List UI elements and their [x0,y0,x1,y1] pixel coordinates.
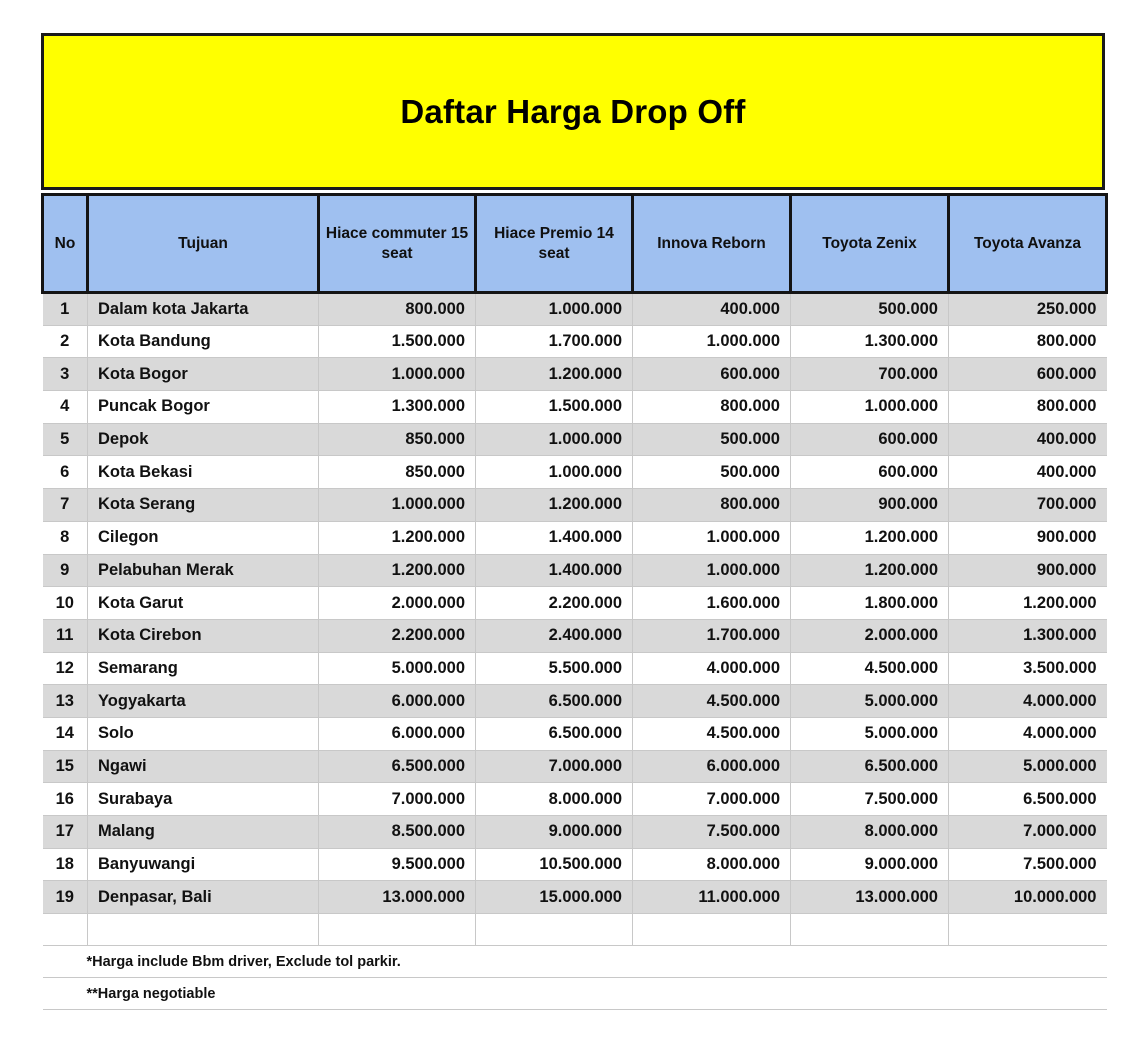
cell-price-hiace-commuter-15: 8.500.000 [319,816,476,849]
table-row [43,358,1107,391]
table-row [43,489,1107,522]
table-row [43,554,1107,587]
cell-price-toyota-zenix: 1.800.000 [791,587,949,620]
cell-price-toyota-avanza: 5.000.000 [949,750,1107,783]
cell-price-hiace-commuter-15: 6.500.000 [319,750,476,783]
cell-no: 7 [43,489,88,522]
table-note-row [43,946,1107,978]
cell-price-innova-reborn: 4.000.000 [633,652,791,685]
cell-price-toyota-zenix: 4.500.000 [791,652,949,685]
cell-price-toyota-avanza: 1.200.000 [949,587,1107,620]
cell-price-toyota-avanza: 400.000 [949,423,1107,456]
cell-no: 3 [43,358,88,391]
table-row [43,750,1107,783]
cell-no: 16 [43,783,88,816]
cell-no: 17 [43,816,88,849]
blank-cell [43,914,88,946]
cell-destination: Malang [88,816,319,849]
table-row [43,652,1107,685]
cell-price-toyota-zenix: 2.000.000 [791,619,949,652]
cell-price-toyota-zenix: 700.000 [791,358,949,391]
cell-price-hiace-commuter-15: 850.000 [319,456,476,489]
cell-price-innova-reborn: 4.500.000 [633,685,791,718]
cell-destination: Semarang [88,652,319,685]
cell-price-innova-reborn: 500.000 [633,456,791,489]
table-blank-row [43,914,1107,946]
cell-price-hiace-commuter-15: 850.000 [319,423,476,456]
cell-price-toyota-zenix: 1.300.000 [791,325,949,358]
table-note-row [43,978,1107,1010]
table-row [43,293,1107,326]
cell-price-hiace-commuter-15: 1.000.000 [319,358,476,391]
cell-price-toyota-avanza: 700.000 [949,489,1107,522]
cell-destination: Kota Cirebon [88,619,319,652]
cell-price-toyota-avanza: 900.000 [949,554,1107,587]
table-row [43,391,1107,424]
cell-no: 5 [43,423,88,456]
cell-price-toyota-zenix: 1.200.000 [791,521,949,554]
cell-price-hiace-commuter-15: 800.000 [319,293,476,326]
column-header-tujuan: Tujuan [88,195,319,293]
cell-price-hiace-premio-14: 8.000.000 [476,783,633,816]
cell-price-toyota-avanza: 4.000.000 [949,685,1107,718]
cell-no: 15 [43,750,88,783]
cell-price-hiace-commuter-15: 1.500.000 [319,325,476,358]
cell-price-toyota-avanza: 400.000 [949,456,1107,489]
cell-price-hiace-premio-14: 7.000.000 [476,750,633,783]
cell-destination: Kota Bogor [88,358,319,391]
cell-no: 10 [43,587,88,620]
cell-no: 11 [43,619,88,652]
cell-price-hiace-premio-14: 1.400.000 [476,554,633,587]
cell-destination: Banyuwangi [88,848,319,881]
cell-destination: Kota Serang [88,489,319,522]
cell-price-hiace-premio-14: 1.400.000 [476,521,633,554]
column-header-no: No [43,195,88,293]
table-body [43,293,1107,1010]
cell-destination: Kota Bandung [88,325,319,358]
cell-no: 13 [43,685,88,718]
cell-price-innova-reborn: 1.600.000 [633,587,791,620]
blank-cell [791,914,949,946]
table-row [43,848,1107,881]
cell-no: 18 [43,848,88,881]
cell-price-innova-reborn: 600.000 [633,358,791,391]
table-row [43,325,1107,358]
column-header-hiace-premio-14-seat: Hiace Premio 14 seat [476,195,633,293]
cell-price-toyota-avanza: 7.000.000 [949,816,1107,849]
cell-price-hiace-premio-14: 1.200.000 [476,358,633,391]
cell-price-innova-reborn: 11.000.000 [633,881,791,914]
column-header-toyota-avanza: Toyota Avanza [949,195,1107,293]
table-row [43,717,1107,750]
blank-cell [319,914,476,946]
cell-price-innova-reborn: 400.000 [633,293,791,326]
cell-no: 19 [43,881,88,914]
blank-cell [88,914,319,946]
cell-price-toyota-avanza: 6.500.000 [949,783,1107,816]
cell-price-hiace-commuter-15: 6.000.000 [319,717,476,750]
cell-price-hiace-premio-14: 1.000.000 [476,423,633,456]
cell-price-innova-reborn: 1.700.000 [633,619,791,652]
cell-price-innova-reborn: 7.000.000 [633,783,791,816]
cell-price-toyota-zenix: 6.500.000 [791,750,949,783]
cell-price-innova-reborn: 1.000.000 [633,325,791,358]
cell-destination: Surabaya [88,783,319,816]
cell-price-hiace-commuter-15: 1.200.000 [319,521,476,554]
cell-price-hiace-commuter-15: 9.500.000 [319,848,476,881]
cell-no: 2 [43,325,88,358]
cell-price-hiace-premio-14: 10.500.000 [476,848,633,881]
cell-price-hiace-premio-14: 1.000.000 [476,456,633,489]
cell-destination: Solo [88,717,319,750]
cell-price-innova-reborn: 800.000 [633,489,791,522]
cell-price-hiace-commuter-15: 7.000.000 [319,783,476,816]
cell-price-hiace-premio-14: 9.000.000 [476,816,633,849]
note-text: **Harga negotiable [43,978,1107,1010]
table-row [43,619,1107,652]
table-row [43,881,1107,914]
cell-price-toyota-avanza: 900.000 [949,521,1107,554]
cell-price-toyota-zenix: 5.000.000 [791,685,949,718]
cell-price-toyota-zenix: 600.000 [791,423,949,456]
cell-price-toyota-avanza: 1.300.000 [949,619,1107,652]
cell-no: 12 [43,652,88,685]
cell-price-toyota-avanza: 10.000.000 [949,881,1107,914]
cell-destination: Pelabuhan Merak [88,554,319,587]
cell-price-toyota-zenix: 900.000 [791,489,949,522]
cell-price-hiace-commuter-15: 1.000.000 [319,489,476,522]
cell-price-hiace-premio-14: 15.000.000 [476,881,633,914]
cell-no: 6 [43,456,88,489]
table-row [43,816,1107,849]
cell-no: 9 [43,554,88,587]
cell-destination: Depok [88,423,319,456]
blank-cell [949,914,1107,946]
column-header-innova-reborn: Innova Reborn [633,195,791,293]
cell-price-toyota-zenix: 9.000.000 [791,848,949,881]
cell-price-innova-reborn: 1.000.000 [633,554,791,587]
cell-price-hiace-commuter-15: 13.000.000 [319,881,476,914]
cell-destination: Denpasar, Bali [88,881,319,914]
table-header-row [43,195,1107,293]
cell-price-hiace-commuter-15: 2.000.000 [319,587,476,620]
table-row [43,783,1107,816]
cell-price-hiace-commuter-15: 2.200.000 [319,619,476,652]
cell-no: 1 [43,293,88,326]
cell-price-toyota-avanza: 4.000.000 [949,717,1107,750]
cell-price-toyota-zenix: 500.000 [791,293,949,326]
cell-destination: Yogyakarta [88,685,319,718]
cell-destination: Ngawi [88,750,319,783]
cell-price-toyota-avanza: 800.000 [949,391,1107,424]
cell-price-innova-reborn: 6.000.000 [633,750,791,783]
cell-price-hiace-premio-14: 2.200.000 [476,587,633,620]
cell-price-hiace-commuter-15: 5.000.000 [319,652,476,685]
cell-price-innova-reborn: 4.500.000 [633,717,791,750]
blank-cell [633,914,791,946]
cell-price-toyota-avanza: 7.500.000 [949,848,1107,881]
title-banner [41,33,1105,190]
cell-destination: Puncak Bogor [88,391,319,424]
cell-price-toyota-avanza: 600.000 [949,358,1107,391]
table-row [43,685,1107,718]
cell-price-hiace-premio-14: 1.500.000 [476,391,633,424]
cell-price-hiace-commuter-15: 1.300.000 [319,391,476,424]
cell-price-hiace-premio-14: 6.500.000 [476,717,633,750]
column-header-toyota-zenix: Toyota Zenix [791,195,949,293]
cell-price-hiace-premio-14: 2.400.000 [476,619,633,652]
cell-price-innova-reborn: 7.500.000 [633,816,791,849]
cell-price-toyota-zenix: 1.200.000 [791,554,949,587]
cell-price-hiace-premio-14: 6.500.000 [476,685,633,718]
cell-price-innova-reborn: 800.000 [633,391,791,424]
table-row [43,423,1107,456]
cell-price-toyota-zenix: 1.000.000 [791,391,949,424]
cell-no: 14 [43,717,88,750]
cell-price-toyota-zenix: 5.000.000 [791,717,949,750]
cell-no: 8 [43,521,88,554]
note-text: *Harga include Bbm driver, Exclude tol parkir. [43,946,1107,978]
blank-cell [476,914,633,946]
cell-destination: Kota Bekasi [88,456,319,489]
cell-price-toyota-avanza: 800.000 [949,325,1107,358]
cell-price-toyota-zenix: 600.000 [791,456,949,489]
cell-price-hiace-commuter-15: 6.000.000 [319,685,476,718]
cell-destination: Kota Garut [88,587,319,620]
cell-price-hiace-premio-14: 1.000.000 [476,293,633,326]
cell-price-toyota-zenix: 8.000.000 [791,816,949,849]
table-row [43,456,1107,489]
cell-price-toyota-zenix: 13.000.000 [791,881,949,914]
price-table [41,193,1108,1010]
cell-destination: Cilegon [88,521,319,554]
cell-price-toyota-zenix: 7.500.000 [791,783,949,816]
cell-price-hiace-premio-14: 5.500.000 [476,652,633,685]
cell-price-innova-reborn: 500.000 [633,423,791,456]
cell-price-toyota-avanza: 250.000 [949,293,1107,326]
cell-price-hiace-premio-14: 1.700.000 [476,325,633,358]
column-header-hiace-commuter-15-seat: Hiace commuter 15 seat [319,195,476,293]
cell-no: 4 [43,391,88,424]
cell-destination: Dalam kota Jakarta [88,293,319,326]
table-row [43,587,1107,620]
cell-price-innova-reborn: 8.000.000 [633,848,791,881]
table-header [43,195,1107,293]
page-title: Daftar Harga Drop Off [400,92,746,130]
cell-price-hiace-premio-14: 1.200.000 [476,489,633,522]
table-row [43,521,1107,554]
cell-price-innova-reborn: 1.000.000 [633,521,791,554]
cell-price-toyota-avanza: 3.500.000 [949,652,1107,685]
cell-price-hiace-commuter-15: 1.200.000 [319,554,476,587]
